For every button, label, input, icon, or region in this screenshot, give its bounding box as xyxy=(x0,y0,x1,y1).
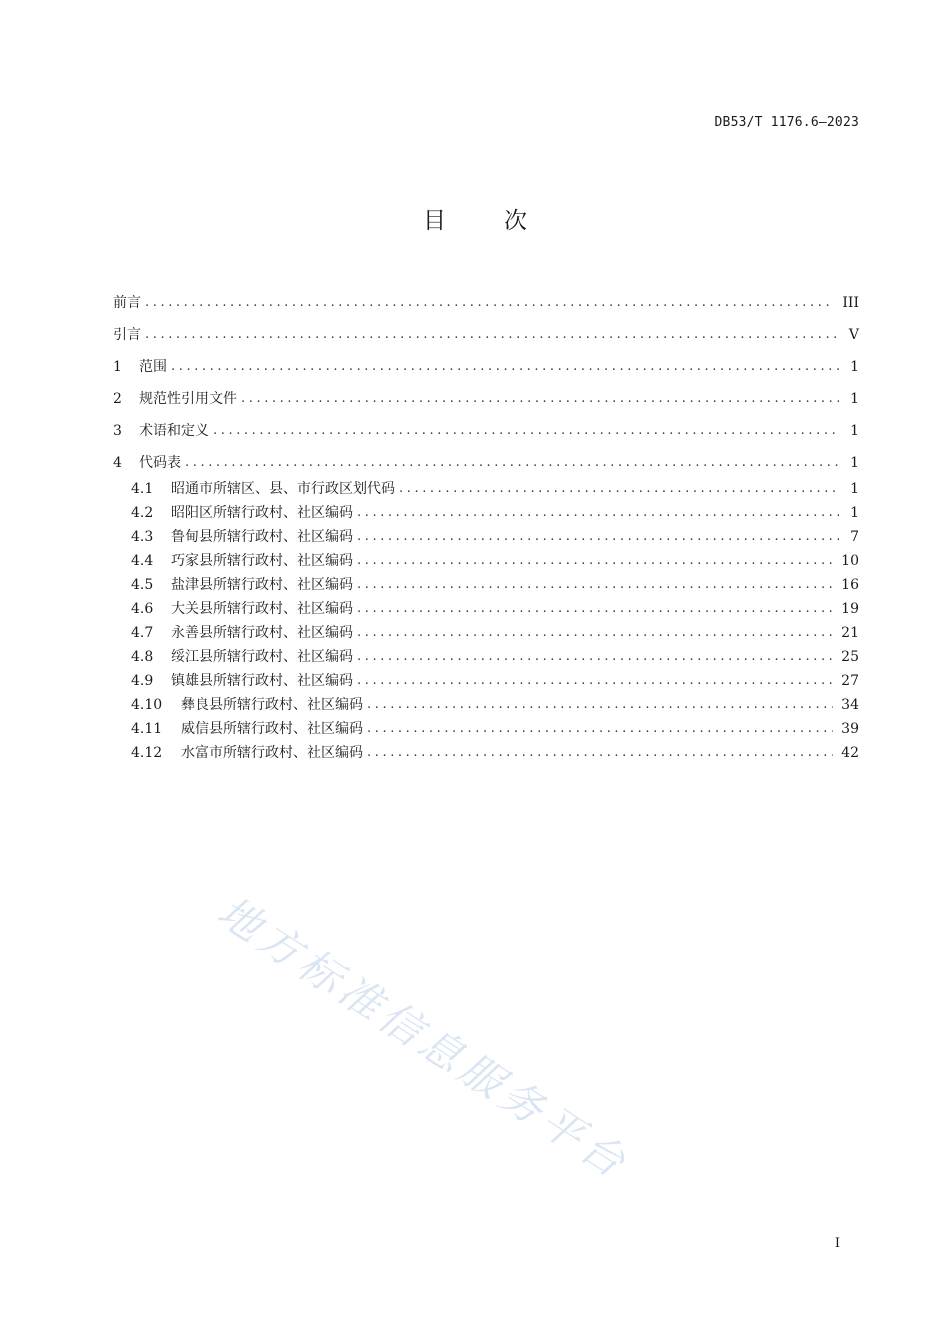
dot-leader xyxy=(357,624,833,642)
toc-entry-number: 2 xyxy=(113,391,122,407)
toc-entry-title: 永善县所辖行政村、社区编码 xyxy=(171,625,353,641)
toc-entry-number: 4.1 xyxy=(131,481,154,497)
page-number: I xyxy=(834,1236,840,1251)
dot-leader xyxy=(185,454,839,472)
dot-leader xyxy=(357,576,833,594)
toc-entry-page: 10 xyxy=(841,553,859,569)
watermark: 地方标准信息服务平台 xyxy=(208,886,639,1190)
toc-entry-title: 彝良县所辖行政村、社区编码 xyxy=(181,697,363,713)
toc-entry-page: 1 xyxy=(850,481,859,497)
toc-entry-title: 威信县所辖行政村、社区编码 xyxy=(181,721,363,737)
toc-entry-4-7[interactable] xyxy=(131,618,859,642)
toc-entry-title: 术语和定义 xyxy=(139,423,209,439)
toc-entry-title: 昭通市所辖区、县、市行政区划代码 xyxy=(171,481,395,497)
toc-entry-title: 范围 xyxy=(139,359,167,375)
toc-entry-4-2[interactable] xyxy=(131,498,859,522)
toc-entry-4-3[interactable] xyxy=(131,522,859,546)
toc-entry-title: 绥江县所辖行政村、社区编码 xyxy=(171,649,353,665)
toc-entry-page: 21 xyxy=(841,625,859,641)
dot-leader xyxy=(145,294,834,312)
toc-entry-title: 鲁甸县所辖行政村、社区编码 xyxy=(171,529,353,545)
toc-entry-page: 25 xyxy=(841,649,859,665)
toc-entry-4-10[interactable] xyxy=(131,690,859,714)
toc-entry-page: 1 xyxy=(850,423,859,439)
toc-entry-page: V xyxy=(848,327,859,343)
toc-entry-title: 巧家县所辖行政村、社区编码 xyxy=(171,553,353,569)
dot-leader xyxy=(241,390,839,408)
toc-entry-page: 42 xyxy=(841,745,859,761)
toc-entry-normative-references[interactable] xyxy=(113,384,859,408)
toc-entry-4-8[interactable] xyxy=(131,642,859,666)
toc-entry-4-11[interactable] xyxy=(131,714,859,738)
toc-entry-title: 水富市所辖行政村、社区编码 xyxy=(181,745,363,761)
dot-leader xyxy=(399,480,839,498)
toc-entry-terms[interactable] xyxy=(113,416,859,440)
toc-entry-introduction[interactable] xyxy=(113,320,859,344)
toc-entry-page: 1 xyxy=(850,455,859,471)
toc-entry-title: 规范性引用文件 xyxy=(139,391,237,407)
toc-entry-number: 4.10 xyxy=(131,697,163,713)
dot-leader xyxy=(357,600,833,618)
toc-entry-number: 4.12 xyxy=(131,745,163,761)
toc-entry-foreword[interactable] xyxy=(113,288,859,312)
dot-leader xyxy=(357,648,833,666)
toc-entry-page: 34 xyxy=(841,697,859,713)
toc-entry-page: 1 xyxy=(850,391,859,407)
toc-entry-number: 4.7 xyxy=(131,625,154,641)
toc-entry-title: 盐津县所辖行政村、社区编码 xyxy=(171,577,353,593)
toc-entry-page: 27 xyxy=(841,673,859,689)
toc-entry-4-9[interactable] xyxy=(131,666,859,690)
dot-leader xyxy=(357,672,833,690)
toc-entry-4-12[interactable] xyxy=(131,738,859,762)
toc-entry-number: 4.9 xyxy=(131,673,154,689)
dot-leader xyxy=(357,552,833,570)
dot-leader xyxy=(367,696,833,714)
toc-entry-number: 4.5 xyxy=(131,577,154,593)
toc-entry-page: 39 xyxy=(841,721,859,737)
toc-title: 目次 xyxy=(423,208,585,234)
dot-leader xyxy=(145,326,839,344)
toc-entry-title: 前言 xyxy=(113,295,141,311)
toc-entry-number: 1 xyxy=(113,359,122,375)
toc-entry-number: 4.2 xyxy=(131,505,154,521)
toc-entry-title: 代码表 xyxy=(139,455,181,471)
toc-entry-scope[interactable] xyxy=(113,352,859,376)
toc-entry-4-6[interactable] xyxy=(131,594,859,618)
toc-entry-page: 1 xyxy=(850,359,859,375)
toc-entry-page: III xyxy=(842,295,859,311)
toc-entry-4-4[interactable] xyxy=(131,546,859,570)
toc-entry-4-5[interactable] xyxy=(131,570,859,594)
dot-leader xyxy=(357,528,839,546)
toc-entry-number: 4.6 xyxy=(131,601,154,617)
toc-entry-title: 昭阳区所辖行政村、社区编码 xyxy=(171,505,353,521)
toc-entry-page: 1 xyxy=(850,505,859,521)
toc-entry-number: 4.11 xyxy=(131,721,163,737)
toc-entry-number: 4.4 xyxy=(131,553,154,569)
toc-entry-title: 大关县所辖行政村、社区编码 xyxy=(171,601,353,617)
toc-entry-number: 4 xyxy=(113,455,122,471)
toc-entry-title: 镇雄县所辖行政村、社区编码 xyxy=(171,673,353,689)
toc-entry-title: 引言 xyxy=(113,327,141,343)
dot-leader xyxy=(367,744,833,762)
toc-entry-number: 4.3 xyxy=(131,529,154,545)
toc-entry-page: 16 xyxy=(841,577,859,593)
toc-entry-code-tables[interactable] xyxy=(113,448,859,472)
toc-entry-4-1[interactable] xyxy=(131,474,859,498)
toc-entry-number: 3 xyxy=(113,423,122,439)
toc-entry-number: 4.8 xyxy=(131,649,154,665)
dot-leader xyxy=(357,504,839,522)
dot-leader xyxy=(171,358,839,376)
dot-leader xyxy=(213,422,839,440)
dot-leader xyxy=(367,720,833,738)
document-code: DB53/T 1176.6—2023 xyxy=(714,115,859,130)
toc-entry-page: 7 xyxy=(850,529,859,545)
toc-entry-page: 19 xyxy=(841,601,859,617)
